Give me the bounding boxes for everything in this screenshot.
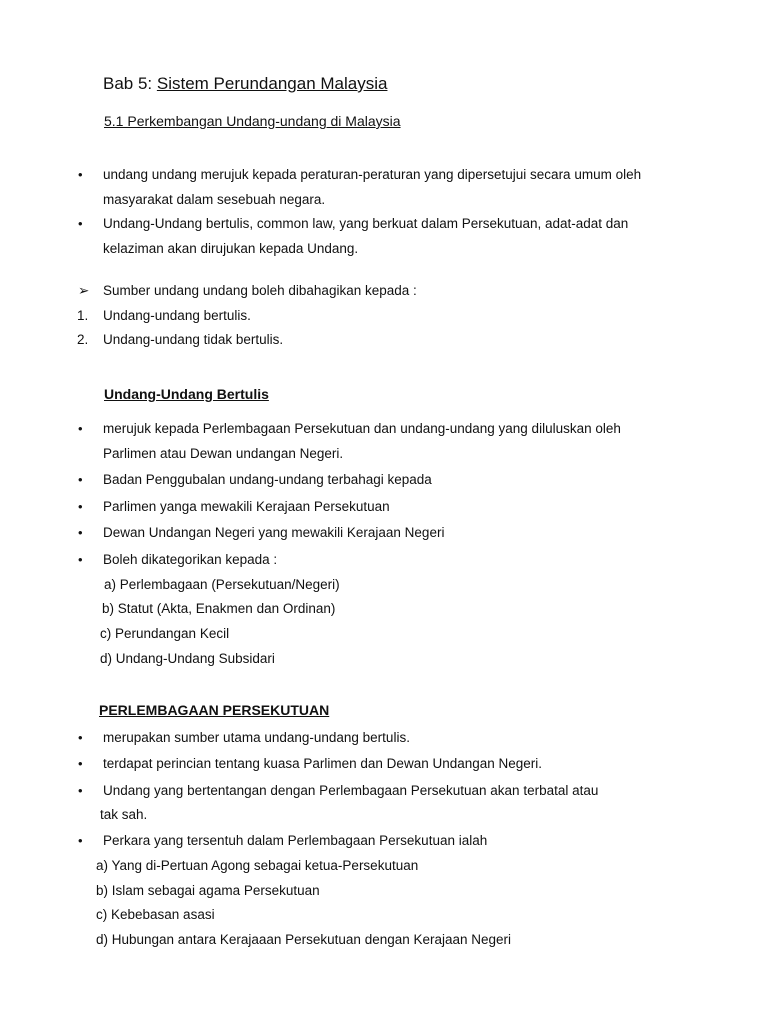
list-item: Undang-undang bertulis. (103, 308, 251, 323)
intro-line: undang undang merujuk kepada peraturan-peraturan yang dipersetujui secara umum oleh (103, 167, 642, 182)
section-heading: Undang-Undang Bertulis (104, 386, 269, 402)
title-prefix: Bab 5: (103, 74, 157, 93)
sub-item: a) Yang di-Pertuan Agong sebagai ketua-Persekutuan (96, 858, 419, 873)
bullet-icon: • (78, 421, 83, 436)
bullet-text: Badan Penggubalan undang-undang terbahagi kepada (103, 472, 432, 487)
bullet-text: Boleh dikategorikan kepada : (103, 552, 278, 567)
sub-item: c) Perundangan Kecil (100, 626, 230, 641)
sub-item: d) Hubungan antara Kerajaaan Persekutuan dengan Kerajaan Negeri (96, 932, 512, 947)
bullet-text: Parlimen yanga mewakili Kerajaan Persekutuan (103, 499, 390, 514)
page-title (103, 74, 387, 94)
bullet-icon: • (78, 216, 83, 231)
bullet-icon: • (78, 730, 83, 745)
bullet-text: merujuk kepada Perlembagaan Persekutuan dan undang-undang yang diluluskan oleh (103, 421, 621, 436)
bullet-icon: • (78, 525, 83, 540)
intro-line: kelaziman akan dirujukan kepada Undang. (103, 241, 359, 256)
sub-item: c) Kebebasan asasi (96, 907, 215, 922)
section-subtitle: 5.1 Perkembangan Undang-undang di Malaysia (104, 113, 401, 129)
bullet-icon: • (78, 167, 83, 182)
sub-item: a) Perlembagaan (Persekutuan/Negeri) (104, 577, 340, 592)
bullet-text: Parlimen atau Dewan undangan Negeri. (103, 446, 344, 461)
bullet-text: Undang yang bertentangan dengan Perlembagaan Persekutuan akan terbatal atau (103, 783, 599, 798)
intro-line: Undang-Undang bertulis, common law, yang berkuat dalam Persekutuan, adat-adat dan (103, 216, 629, 231)
bullet-text: Dewan Undangan Negeri yang mewakili Kerajaan Negeri (103, 525, 445, 540)
sub-item: b) Islam sebagai agama Persekutuan (96, 883, 320, 898)
title-main: Sistem Perundangan Malaysia (156, 74, 388, 93)
bullet-text: Perkara yang tersentuh dalam Perlembagaan Persekutuan ialah (103, 833, 488, 848)
list-number: 1. (77, 308, 89, 323)
bullet-icon: • (78, 472, 83, 487)
list-number: 2. (77, 332, 89, 347)
sources-lead: Sumber undang undang boleh dibahagikan kepada : (103, 283, 417, 298)
bullet-icon: • (78, 552, 83, 567)
bullet-text: terdapat perincian tentang kuasa Parlimen dan Dewan Undangan Negeri. (103, 756, 543, 771)
bullet-text: tak sah. (100, 807, 148, 822)
intro-line: masyarakat dalam sesebuah negara. (103, 192, 326, 207)
arrow-bullet-icon: ➢ (78, 283, 90, 298)
sub-item: d) Undang-Undang Subsidari (100, 651, 275, 666)
bullet-icon: • (78, 783, 83, 798)
bullet-icon: • (78, 756, 83, 771)
bullet-text: merupakan sumber utama undang-undang bertulis. (103, 730, 410, 745)
bullet-icon: • (78, 499, 83, 514)
sub-item: b) Statut (Akta, Enakmen dan Ordinan) (102, 601, 336, 616)
section-heading: PERLEMBAGAAN PERSEKUTUAN (99, 702, 330, 718)
list-item: Undang-undang tidak bertulis. (103, 332, 284, 347)
bullet-icon: • (78, 833, 83, 848)
